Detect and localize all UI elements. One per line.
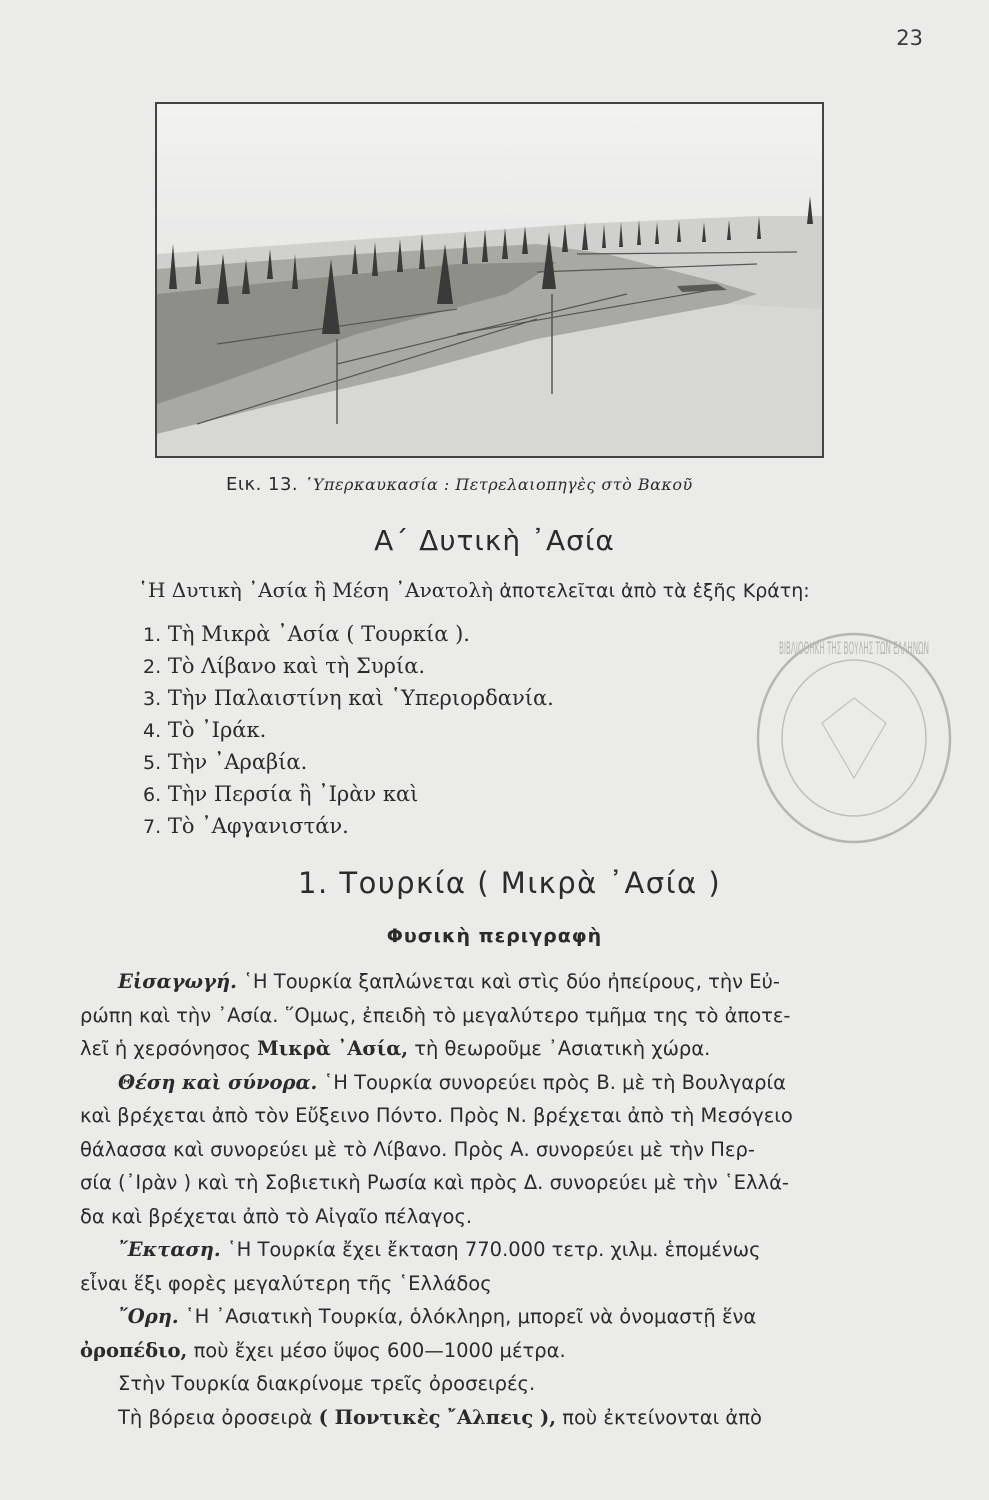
caption-text: ῾Υπερκαυκασία : Πετρελαιοπηγὲς στὸ Βακοῦ bbox=[304, 475, 693, 494]
paragraph-line bbox=[80, 965, 950, 999]
paragraph-line bbox=[80, 1334, 950, 1368]
country-list bbox=[143, 618, 554, 842]
figure-caption bbox=[226, 474, 693, 495]
section-title: Α΄ Δυτικὴ ᾿Ασία bbox=[374, 524, 615, 557]
list-item bbox=[143, 810, 554, 842]
item-number: 5. bbox=[143, 752, 162, 774]
line-text: Τὴ βόρεια ὀροσειρὰ bbox=[118, 1405, 313, 1429]
oil-fields-photo bbox=[155, 102, 824, 458]
library-stamp bbox=[752, 628, 957, 848]
list-item bbox=[143, 618, 554, 650]
line-text: ῾Η ᾿Ασιατικὴ Τουρκία, ὁλόκληρη, μπορεῖ νὰ ὀνομαστῇ ἕνα bbox=[184, 1305, 757, 1328]
line-text: ῾Η Τουρκία ἔχει ἔκταση 770.000 τετρ. χιλμ. ἑπομένως bbox=[226, 1238, 761, 1261]
paragraph-line bbox=[80, 999, 950, 1033]
paragraph-line bbox=[80, 1267, 950, 1301]
paragraph-line bbox=[80, 1133, 950, 1167]
item-number: 2. bbox=[143, 656, 162, 678]
paragraph-heading: ῎Ορη. bbox=[118, 1305, 179, 1328]
line-text: θάλασσα καὶ συνορεύει μὲ τὸ Λίβανο. Πρὸς Α. συνορεύει μὲ τὴν Περ- bbox=[80, 1137, 755, 1161]
line-text: εἶναι ἕξι φορὲς μεγαλύτερη τῆς ῾Ελλάδος bbox=[80, 1271, 492, 1295]
item-text: Τὸ ᾿Ιράκ. bbox=[167, 718, 267, 742]
intro-rest: ἀποτελεῖται ἀπὸ τὰ ἑξῆς Κράτη: bbox=[499, 580, 810, 602]
bold-term: ( Ποντικὲς ῎Αλπεις ), bbox=[318, 1405, 557, 1429]
item-number: 1. bbox=[143, 624, 162, 646]
line-text: ῾Η Τουρκία συνορεύει πρὸς Β. μὲ τὴ Βουλγαρία bbox=[323, 1070, 786, 1094]
paragraph-line bbox=[80, 1166, 950, 1200]
line-text: τὴ θεωροῦμε ᾿Ασιατικὴ χώρα. bbox=[414, 1037, 711, 1060]
line-text: Στὴν Τουρκία διακρίνομε τρεῖς ὀροσειρές. bbox=[118, 1372, 536, 1395]
line-text: δα καὶ βρέχεται ἀπὸ τὸ Αἰγαῖο πέλαγος. bbox=[80, 1204, 473, 1228]
paragraph-line bbox=[80, 1233, 950, 1267]
line-text: ρώπη καὶ τὴν ᾿Ασία. ῞Ομως, ἐπειδὴ τὸ μεγαλύτερο τμῆμα της τὸ ἀποτε- bbox=[80, 1003, 791, 1027]
stamp-text: ΒΙΒΛΙΟΘΗΚΗ ΤΗΣ ΒΟΥΛΗΣ ΤΩΝ ΕΛΛΗΝΩΝ bbox=[779, 639, 929, 659]
line-text: λεῖ ἡ χερσόνησος bbox=[80, 1037, 251, 1060]
item-number: 3. bbox=[143, 688, 162, 710]
line-text: σία (᾿Ιρὰν ) καὶ τὴ Σοβιετικὴ Ρωσία καὶ πρὸς Δ. συνορεύει μὲ τὴν ῾Ελλά- bbox=[80, 1171, 789, 1194]
line-text: ποὺ ἐκτείνονται ἀπὸ bbox=[562, 1405, 762, 1429]
list-item bbox=[143, 682, 554, 714]
paragraph-line bbox=[80, 1066, 950, 1100]
paragraph-line bbox=[80, 1032, 950, 1066]
subtitle: Φυσικὴ περιγραφὴ bbox=[386, 925, 603, 947]
item-number: 6. bbox=[143, 784, 162, 806]
list-item bbox=[143, 650, 554, 682]
item-text: Τὸ Λίβανο καὶ τὴ Συρία. bbox=[167, 654, 426, 678]
line-text: ποὺ ἔχει μέσο ὕψος 600—1000 μέτρα. bbox=[193, 1338, 566, 1362]
line-text: καὶ βρέχεται ἀπὸ τὸν Εὔξεινο Πόντο. Πρὸς Ν. βρέχεται ἀπὸ τὴ Μεσόγειο bbox=[80, 1104, 793, 1127]
intro-region: ῾Η Δυτικὴ ᾿Ασία ἢ Μέση ᾿Ανατολὴ bbox=[138, 578, 493, 602]
paragraph-heading: ῎Εκταση. bbox=[118, 1238, 221, 1261]
list-item bbox=[143, 778, 554, 810]
item-text: Τὴν Περσία ἢ ᾿Ιρὰν καὶ bbox=[167, 782, 419, 806]
item-text: Τὸ ᾿Αφγανιστάν. bbox=[167, 814, 349, 838]
item-number: 4. bbox=[143, 720, 162, 742]
paragraph-line bbox=[80, 1099, 950, 1133]
body-text bbox=[80, 965, 950, 1434]
item-text: Τὴν Παλαιστίνη καὶ ῾Υπεριορδανία. bbox=[167, 686, 554, 710]
oil-fields-illustration bbox=[157, 104, 822, 456]
paragraph-line bbox=[80, 1200, 950, 1234]
item-text: Τὴ Μικρὰ ᾿Ασία ( Τουρκία ). bbox=[167, 622, 470, 646]
bold-term: ὀροπέδιο, bbox=[80, 1338, 188, 1362]
list-item bbox=[143, 714, 554, 746]
paragraph-line bbox=[80, 1367, 950, 1401]
paragraph-line bbox=[80, 1401, 950, 1435]
paragraph-heading: Θέση καὶ σύνορα. bbox=[118, 1070, 318, 1094]
intro-sentence bbox=[138, 578, 810, 602]
line-text: ῾Η Τουρκία ξαπλώνεται καὶ στὶς δύο ἠπείρους, τὴν Εὐ- bbox=[243, 970, 780, 993]
page-number: 23 bbox=[896, 26, 923, 50]
caption-label: Εικ. 13. bbox=[226, 474, 299, 495]
item-number: 7. bbox=[143, 816, 162, 838]
item-text: Τὴν ᾿Αραβία. bbox=[167, 750, 308, 774]
paragraph-line bbox=[80, 1300, 950, 1334]
paragraph-heading: Εἰσαγωγή. bbox=[118, 970, 237, 993]
chapter-title: 1. Τουρκία ( Μικρὰ ᾿Ασία ) bbox=[298, 866, 722, 900]
bold-term: Μικρὰ ᾿Ασία, bbox=[257, 1037, 408, 1060]
list-item bbox=[143, 746, 554, 778]
